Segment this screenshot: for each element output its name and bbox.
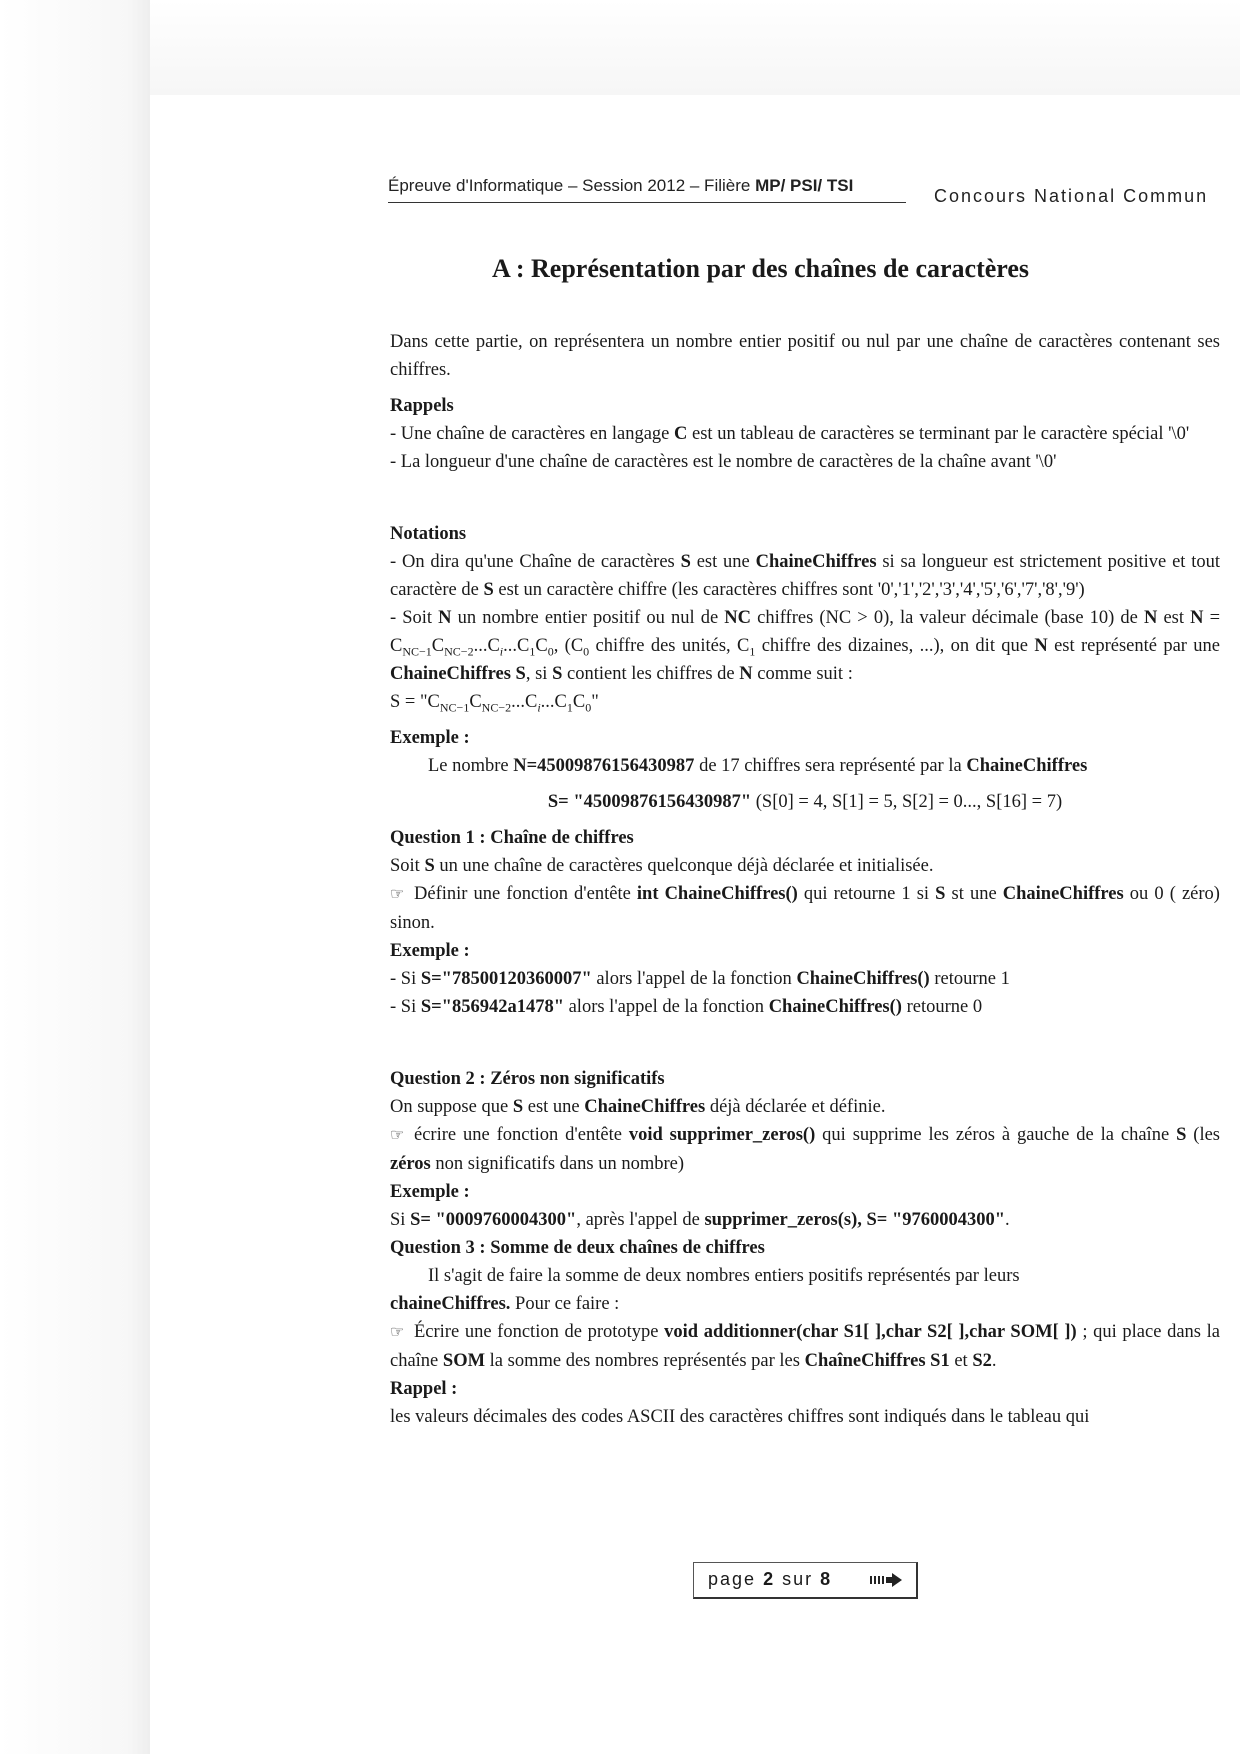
question-3-intro-cont: chaineChiffres. Pour ce faire :: [390, 1294, 620, 1314]
question-1-heading: Question 1 : Chaîne de chiffres: [390, 828, 634, 848]
pointing-hand-icon: ☞: [390, 886, 405, 903]
rappels-line-1: - Une chaîne de caractères en langage C est un tableau de caractères se terminant par le caractère spécial '\0': [390, 424, 1190, 444]
page-number: 2: [763, 1569, 776, 1589]
page-total: 8: [820, 1569, 833, 1589]
section-title: A : Représentation par des chaînes de caractères: [492, 254, 1030, 283]
question-2-example-heading: Exemple :: [390, 1182, 470, 1202]
scan-margin-left: [0, 0, 150, 1754]
header-contest-name: Concours National Commun: [934, 186, 1209, 206]
page-indicator: [693, 1562, 918, 1599]
question-1-example-2: - Si S="856942a1478" alors l'appel de la fonction ChaineChiffres() retourne 0: [390, 997, 983, 1017]
notations-paragraph-1: - On dira qu'une Chaîne de caractères S est une ChaineChiffres si sa longueur est strictement positive et tout caractère de S est un caractère chiffre (les caractères chiffres sont '0','1','2','3','4','5','6','7','8','9'): [390, 552, 1221, 600]
document-body: [390, 328, 1220, 1431]
notations-paragraph-2: - Soit N un nombre entier positif ou nul de NC chiffres (NC > 0), la valeur décimale (base 10) de N est $N = C_{NC-1}C_{NC-2}...C_i...C_1C_0$, ($C_0$ chiffre des unités, $C_1$ chiffre des dizaines, ...), on dit que N est représenté par une ChaineChiffres S, si S contient les chiffres de N comme suit :: [390, 608, 1221, 684]
question-1-example-1: - Si S="78500120360007" alors l'appel de la fonction ChaineChiffres() retourne 1: [390, 969, 1010, 989]
exemple-heading: Exemple :: [390, 728, 470, 748]
question-2-statement: On suppose que S est une ChaineChiffres déjà déclarée et définie.: [390, 1097, 886, 1117]
question-3-rappel-text: les valeurs décimales des codes ASCII des caractères chiffres sont indiqués dans le tableau qui: [390, 1407, 1090, 1427]
question-1-task: ☞ Définir une fonction d'entête int ChaineChiffres() qui retourne 1 si S st une ChaineChiffres ou 0 ( zéro) sinon.: [390, 880, 1220, 937]
question-1-example-heading: Exemple :: [390, 941, 470, 961]
rappels-heading: Rappels: [390, 396, 454, 416]
question-1-statement: Soit S un une chaîne de caractères quelconque déjà déclarée et initialisée.: [390, 856, 934, 876]
question-3-task: ☞ Écrire une fonction de prototype void additionner(char S1[ ],char S2[ ],char SOM[ ]) ; qui place dans la chaîne SOM la somme des nombres représentés par les ChaîneChiffres S1 et S2.: [390, 1318, 1220, 1375]
exemple-string-line: S= "45009876156430987" (S[0] = 4, S[1] = 5, S[2] = 0..., S[16] = 7): [547, 792, 1063, 812]
exemple-line: Le nombre N=45009876156430987 de 17 chiffres sera représenté par la ChaineChiffres: [428, 756, 1088, 776]
question-2-task: ☞ écrire une fonction d'entête void supprimer_zeros() qui supprime les zéros à gauche de la chaîne S (les zéros non significatifs dans un nombre): [390, 1121, 1220, 1178]
notations-heading: Notations: [390, 524, 467, 544]
question-2-example: Si S= "0009760004300", après l'appel de supprimer_zeros(s), S= "9760004300".: [390, 1210, 1010, 1230]
pointing-hand-icon: ☞: [390, 1127, 405, 1144]
question-2-heading: Question 2 : Zéros non significatifs: [390, 1069, 665, 1089]
rappels-line-2: - La longueur d'une chaîne de caractères est le nombre de caractères de la chaîne avant '\0': [390, 452, 1057, 472]
header-exam-info: [388, 176, 906, 203]
question-3-heading: Question 3 : Somme de deux chaînes de chiffres: [390, 1238, 765, 1258]
scan-margin-top: [150, 0, 1240, 95]
question-3-rappel-heading: Rappel :: [390, 1379, 458, 1399]
question-3-intro: Il s'agit de faire la somme de deux nombres entiers positifs représentés par leurs: [428, 1266, 1020, 1286]
intro-paragraph: Dans cette partie, on représentera un nombre entier positif ou nul par une chaîne de caractères contenant ses chiffres.: [390, 332, 1220, 380]
page-header: [388, 172, 1218, 208]
header-streams: MP/ PSI/ TSI: [755, 176, 854, 195]
sur-word: sur: [782, 1569, 814, 1589]
next-page-arrow-icon: [870, 1573, 902, 1587]
page-word: page: [708, 1569, 757, 1589]
notations-formula: $S = "C_{NC-1}C_{NC-2}...C_i...C_1C_0$": [390, 692, 599, 715]
header-exam-label: Épreuve d'Informatique – Session 2012 – Filière: [388, 176, 756, 195]
pointing-hand-icon: ☞: [390, 1324, 405, 1341]
